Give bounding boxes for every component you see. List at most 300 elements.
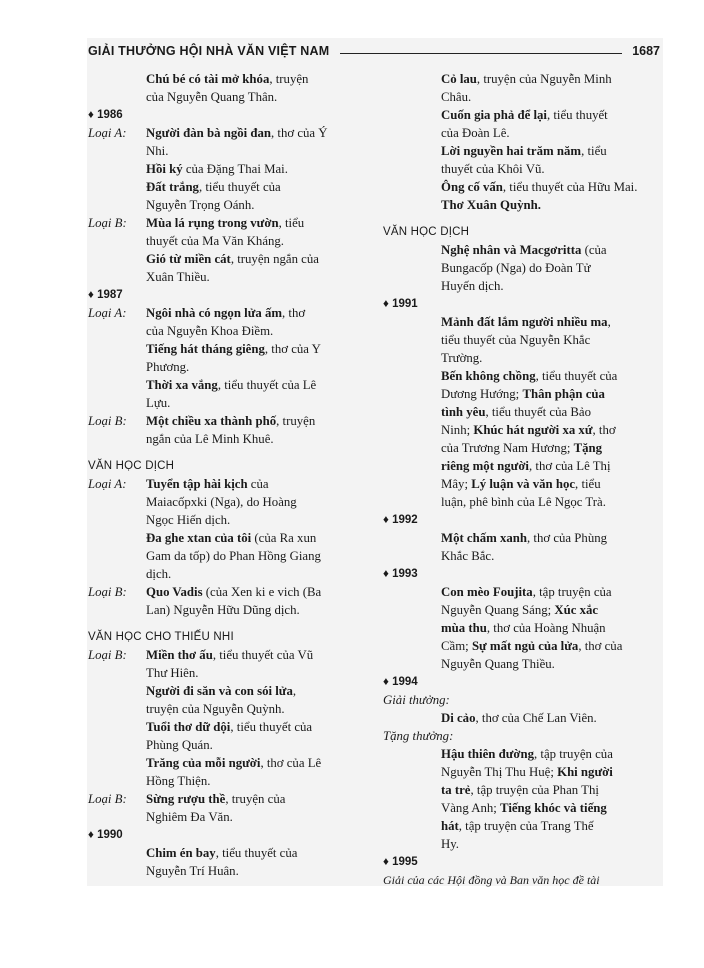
line-text (146, 394, 370, 412)
work-title: Tặng (573, 441, 603, 455)
work-title: Cuốn gia phả để lại (441, 108, 547, 122)
section-heading (383, 223, 663, 241)
entry-line (88, 340, 370, 358)
text-run: , tiểu thuyết của Bảo (485, 405, 591, 419)
line-text (146, 862, 370, 880)
line-text (146, 340, 370, 358)
line-text (146, 664, 370, 682)
right-column (383, 70, 663, 889)
line-text (383, 691, 663, 709)
entry-line (383, 799, 663, 817)
line-text (441, 781, 663, 799)
work-title: Mảnh đất lắm người nhiều ma (441, 315, 608, 329)
work-title: Ngôi nhà có ngọn lửa ấm (146, 306, 283, 320)
text-run: , thơ của Y (264, 342, 321, 356)
line-text (441, 817, 663, 835)
text-run: , tiểu thuyết (546, 108, 608, 122)
category-label: Loại B: (88, 792, 127, 806)
entry-line (88, 583, 370, 601)
line-text (146, 376, 370, 394)
entry-line (88, 862, 370, 880)
work-title: Gió từ miền cát (146, 252, 231, 266)
entry-line (383, 457, 663, 475)
entry-line (383, 178, 663, 196)
work-title: ♦ 1986 (88, 109, 123, 121)
text-run: Nguyễn Quang Sáng; (441, 603, 555, 617)
entry-line (383, 637, 663, 655)
line-text (441, 475, 663, 493)
work-title: Di cảo (441, 711, 476, 725)
text-run: , tiểu thuyết của Hữu Mai. (502, 180, 638, 194)
work-title: hát (441, 819, 459, 833)
text-run: , tiểu (581, 144, 607, 158)
text-run: , truyện (276, 414, 316, 428)
line-text (146, 88, 370, 106)
text-run: Ngọc Hiến dịch. (146, 513, 231, 527)
entry-line (88, 196, 370, 214)
text-run: Dương Hướng; (441, 387, 523, 401)
text-run: VĂN HỌC CHO THIẾU NHI (88, 631, 234, 643)
line-text (146, 682, 370, 700)
category-label: Loại A: (88, 477, 127, 491)
running-header (88, 43, 660, 63)
text-run: Nguyễn Trọng Oánh. (146, 198, 255, 212)
year-heading (383, 511, 663, 529)
line-text (441, 655, 663, 673)
text-run: Nghiêm Đa Văn. (146, 810, 233, 824)
entry-line (88, 475, 370, 493)
text-run: Giải thưởng: (383, 693, 450, 707)
line-text (146, 808, 370, 826)
text-run: Nhi. (146, 144, 169, 158)
text-run: , (292, 684, 297, 698)
text-run: , thơ của Ý (271, 126, 328, 140)
entry-line (383, 547, 663, 565)
text-run: Giải của các Hội đồng và Ban văn học đề tài (383, 873, 600, 887)
work-title: Sừng rượu thề (146, 792, 226, 806)
line-text (441, 160, 663, 178)
line-text (383, 223, 663, 241)
line-text (441, 196, 663, 214)
entry-line (88, 529, 370, 547)
text-run: Lựu. (146, 396, 171, 410)
line-text (441, 313, 663, 331)
line-text (441, 70, 663, 88)
text-run: , thơ của Lê Thị (529, 459, 611, 473)
text-run: , truyện của Nguyễn Minh (476, 72, 612, 86)
line-text (441, 142, 663, 160)
line-text (441, 745, 663, 763)
line-text (146, 268, 370, 286)
award-subheading (383, 691, 663, 709)
line-text (146, 718, 370, 736)
line-text (383, 727, 663, 745)
entry-line (383, 259, 663, 277)
page-number: 1687 (632, 44, 660, 58)
text-run: thuyết của Ma Văn Kháng. (146, 234, 285, 248)
entry-line (88, 682, 370, 700)
work-title: Đa ghe xtan của tôi (146, 531, 252, 545)
text-run: Nguyễn Thị Thu Huệ; (441, 765, 558, 779)
work-title: Đất trắng (146, 180, 199, 194)
text-run: Nguyễn Trí Huân. (146, 864, 239, 878)
text-run: truyện của Nguyễn Quỳnh. (146, 702, 285, 716)
text-run: Châu. (441, 90, 472, 104)
entry-line (88, 412, 370, 430)
entry-line (383, 196, 663, 214)
work-title: Miền thơ ấu (146, 648, 213, 662)
line-text (441, 529, 663, 547)
entry-line (383, 421, 663, 439)
entry-line (383, 619, 663, 637)
text-run: Vàng Anh; (441, 801, 501, 815)
text-run: luận, phê bình của Lê Ngọc Trà. (441, 495, 606, 509)
left-column (88, 70, 370, 880)
entry-line (383, 763, 663, 781)
work-title: ♦ 1987 (88, 289, 123, 301)
work-title: riêng một người (441, 459, 529, 473)
entry-line (88, 70, 370, 88)
entry-line (383, 349, 663, 367)
entry-line (88, 142, 370, 160)
text-run: VĂN HỌC DỊCH (383, 226, 470, 238)
text-run: Khắc Bắc. (441, 549, 495, 563)
line-text (146, 529, 370, 547)
category-label: Loại B: (88, 216, 127, 230)
text-run: , tiểu thuyết của (198, 180, 281, 194)
work-title: Ông cố vấn (441, 180, 503, 194)
line-text (146, 322, 370, 340)
text-run: Mây; (441, 477, 472, 491)
text-run: , thơ của Chế Lan Viên. (475, 711, 597, 725)
text-run: Xuân Thiều. (146, 270, 210, 284)
work-title: Mùa lá rụng trong vườn (146, 216, 279, 230)
line-text (146, 412, 370, 430)
line-text (441, 106, 663, 124)
entry-line (383, 124, 663, 142)
line-text (146, 475, 370, 493)
work-title: Thời xa vắng (146, 378, 218, 392)
work-title: ♦ 1994 (383, 676, 418, 688)
year-heading (383, 853, 663, 871)
work-title: Sự mất ngủ của lửa (471, 639, 579, 653)
work-title: Thơ Xuân Quỳnh. (441, 198, 541, 212)
text-run: (của (581, 243, 607, 257)
entry-line (88, 430, 370, 448)
work-title: tình yêu (441, 405, 486, 419)
line-text (441, 178, 663, 196)
entry-line (88, 664, 370, 682)
line-text (441, 709, 663, 727)
line-text (383, 295, 663, 313)
line-text (441, 421, 663, 439)
work-title: Khúc hát người xa xứ (473, 423, 593, 437)
line-text (146, 430, 370, 448)
line-text (146, 700, 370, 718)
entry-line (88, 646, 370, 664)
line-text (441, 439, 663, 457)
text-run: , tiểu thuyết của Vũ (212, 648, 314, 662)
entry-line (88, 700, 370, 718)
text-run: của Nguyễn Khoa Điềm. (146, 324, 274, 338)
entry-line (383, 403, 663, 421)
entry-line (88, 511, 370, 529)
entry-line (383, 385, 663, 403)
entry-line (383, 835, 663, 853)
text-run: Hồng Thiện. (146, 774, 211, 788)
entry-line (383, 745, 663, 763)
text-run: ngắn của Lê Minh Khuê. (146, 432, 274, 446)
work-title: ♦ 1995 (383, 856, 418, 868)
entry-line (88, 790, 370, 808)
category-label: Loại B: (88, 648, 127, 662)
text-run: Trường. (441, 351, 483, 365)
entry-line (88, 214, 370, 232)
line-text (146, 772, 370, 790)
work-title: Tiếng hát tháng giêng (146, 342, 265, 356)
text-run: Hy. (441, 837, 460, 851)
entry-line (88, 358, 370, 376)
entry-line (88, 493, 370, 511)
line-text (146, 70, 370, 88)
text-run: , thơ của (578, 639, 623, 653)
entry-line (88, 772, 370, 790)
line-text (441, 493, 663, 511)
line-text (146, 754, 370, 772)
entry-line (383, 817, 663, 835)
entry-line (88, 268, 370, 286)
work-title: Chú bé có tài mở khóa (146, 72, 270, 86)
line-text (146, 493, 370, 511)
work-title: Tuyển tập hài kịch (146, 477, 248, 491)
entry-line (383, 655, 663, 673)
work-title: Thân phận của (522, 387, 605, 401)
entry-line (88, 547, 370, 565)
line-text (146, 358, 370, 376)
text-run: , tiểu thuyết của (535, 369, 618, 383)
entry-line (88, 844, 370, 862)
text-run: , tiểu thuyết của (230, 720, 313, 734)
line-text (88, 106, 370, 124)
line-text (441, 835, 663, 853)
entry-line (88, 250, 370, 268)
line-text (441, 403, 663, 421)
text-run: Cầm; (441, 639, 472, 653)
entry-line (383, 871, 663, 889)
line-text (441, 349, 663, 367)
header-title: GIẢI THƯỞNG HỘI NHÀ VĂN VIỆT NAM (88, 44, 330, 58)
header-rule (340, 53, 622, 54)
entry-line (383, 781, 663, 799)
text-run: (của Xen ki e vich (Ba (202, 585, 322, 599)
text-run: thuyết của Khôi Vũ. (441, 162, 545, 176)
line-text (441, 619, 663, 637)
line-text (441, 763, 663, 781)
work-title: mùa thu (441, 621, 487, 635)
entry-line (383, 601, 663, 619)
entry-line (383, 475, 663, 493)
work-title: ta trẻ (441, 783, 471, 797)
entry-line (383, 142, 663, 160)
text-run: , thơ (592, 423, 616, 437)
text-run: , truyện của (225, 792, 286, 806)
text-run: , tiểu thuyết của (215, 846, 298, 860)
entry-line (88, 232, 370, 250)
text-run: , truyện ngắn của (230, 252, 319, 266)
work-title: Xúc xắc (554, 603, 599, 617)
work-title: Hồi ký (146, 162, 183, 176)
entry-line (88, 304, 370, 322)
line-text (383, 853, 663, 871)
line-text (146, 646, 370, 664)
work-title: Bến không chồng (441, 369, 536, 383)
line-text (441, 124, 663, 142)
text-run: , thơ của Hoàng Nhuận (486, 621, 606, 635)
entry-line (383, 709, 663, 727)
text-run: Bungacốp (Nga) do Đoàn Tử (441, 261, 591, 275)
work-title: Một chấm xanh (441, 531, 528, 545)
text-run: (của Ra xun (251, 531, 317, 545)
work-title: ♦ 1990 (88, 829, 123, 841)
work-title: Con mèo Foujita (441, 585, 533, 599)
year-heading (383, 295, 663, 313)
text-run: Phương. (146, 360, 190, 374)
text-run: , tập truyện của (534, 747, 613, 761)
entry-line (383, 313, 663, 331)
line-text (441, 799, 663, 817)
line-text (88, 628, 370, 646)
work-title: Chim én bay (146, 846, 216, 860)
text-run: , tập truyện của Trang Thế (458, 819, 594, 833)
line-text (146, 178, 370, 196)
text-run: VĂN HỌC DỊCH (88, 460, 175, 472)
category-label: Loại A: (88, 126, 127, 140)
line-text (146, 790, 370, 808)
work-title: Nghệ nhân và Macgơritta (441, 243, 582, 257)
text-run: , truyện (269, 72, 309, 86)
entry-line (383, 106, 663, 124)
work-title: Khi người (557, 765, 613, 779)
entry-line (383, 331, 663, 349)
year-heading (88, 106, 370, 124)
text-run: , tập truyện của (532, 585, 612, 599)
text-run: Tặng thưởng: (383, 729, 454, 743)
line-text (146, 304, 370, 322)
work-title: Tuổi thơ dữ dội (146, 720, 231, 734)
year-heading (383, 565, 663, 583)
entry-line (88, 394, 370, 412)
text-run: Phùng Quán. (146, 738, 213, 752)
line-text (441, 277, 663, 295)
text-run: Huyến dịch. (441, 279, 504, 293)
work-title: Lý luận và văn học (471, 477, 576, 491)
line-text (146, 565, 370, 583)
year-heading (88, 286, 370, 304)
entry-line (383, 88, 663, 106)
entry-line (88, 178, 370, 196)
entry-line (88, 754, 370, 772)
award-subheading (383, 727, 663, 745)
entry-line (383, 277, 663, 295)
text-run: , tiểu (575, 477, 601, 491)
work-title: Người đi săn và con sói lửa (146, 684, 293, 698)
line-text (146, 142, 370, 160)
work-title: Một chiều xa thành phố (146, 414, 277, 428)
entry-line (88, 322, 370, 340)
entry-line (88, 736, 370, 754)
text-run: , tiểu (278, 216, 305, 230)
line-text (146, 160, 370, 178)
entry-line (88, 160, 370, 178)
year-heading (383, 673, 663, 691)
section-heading (88, 457, 370, 475)
line-text (146, 601, 370, 619)
text-run: của Nguyễn Quang Thân. (146, 90, 278, 104)
work-title: Trăng của mỗi người (146, 756, 261, 770)
entry-line (88, 565, 370, 583)
text-run: Ninh; (441, 423, 474, 437)
line-text (441, 601, 663, 619)
line-text (88, 826, 370, 844)
text-run: của (247, 477, 269, 491)
entry-line (383, 493, 663, 511)
section-heading (88, 628, 370, 646)
entry-line (88, 88, 370, 106)
entry-line (88, 601, 370, 619)
entry-line (383, 367, 663, 385)
line-text (383, 673, 663, 691)
line-text (383, 565, 663, 583)
entry-line (383, 241, 663, 259)
text-run: Gam da tốp) do Phan Hồng Giang (146, 549, 321, 563)
text-run: , tập truyện của Phan Thị (470, 783, 599, 797)
line-text (441, 385, 663, 403)
line-text (146, 250, 370, 268)
work-title: ♦ 1991 (383, 298, 418, 310)
text-run: , tiểu thuyết của Lê (217, 378, 317, 392)
text-run: , (607, 315, 611, 329)
work-title: Người đàn bà ngồi đan (146, 126, 272, 140)
line-text (146, 214, 370, 232)
line-text (441, 241, 663, 259)
line-text (441, 331, 663, 349)
text-run: Thư Hiên. (146, 666, 199, 680)
work-title: Lời nguyền hai trăm năm (441, 144, 582, 158)
line-text (146, 196, 370, 214)
entry-line (88, 718, 370, 736)
line-text (383, 511, 663, 529)
line-text (88, 457, 370, 475)
work-title: Cỏ lau (441, 72, 477, 86)
line-text (88, 286, 370, 304)
category-label: Loại B: (88, 414, 127, 428)
category-label: Loại A: (88, 306, 127, 320)
line-text (146, 124, 370, 142)
line-text (146, 232, 370, 250)
text-run: Maiacốpxki (Nga), do Hoàng (146, 495, 297, 509)
line-text (383, 871, 663, 889)
work-title: ♦ 1992 (383, 514, 418, 526)
line-text (441, 457, 663, 475)
line-text (441, 583, 663, 601)
line-text (441, 547, 663, 565)
line-text (146, 844, 370, 862)
line-text (146, 547, 370, 565)
entry-line (383, 160, 663, 178)
text-run: , thơ của Phùng (527, 531, 608, 545)
work-title: Quo Vadis (146, 585, 203, 599)
entry-line (383, 70, 663, 88)
